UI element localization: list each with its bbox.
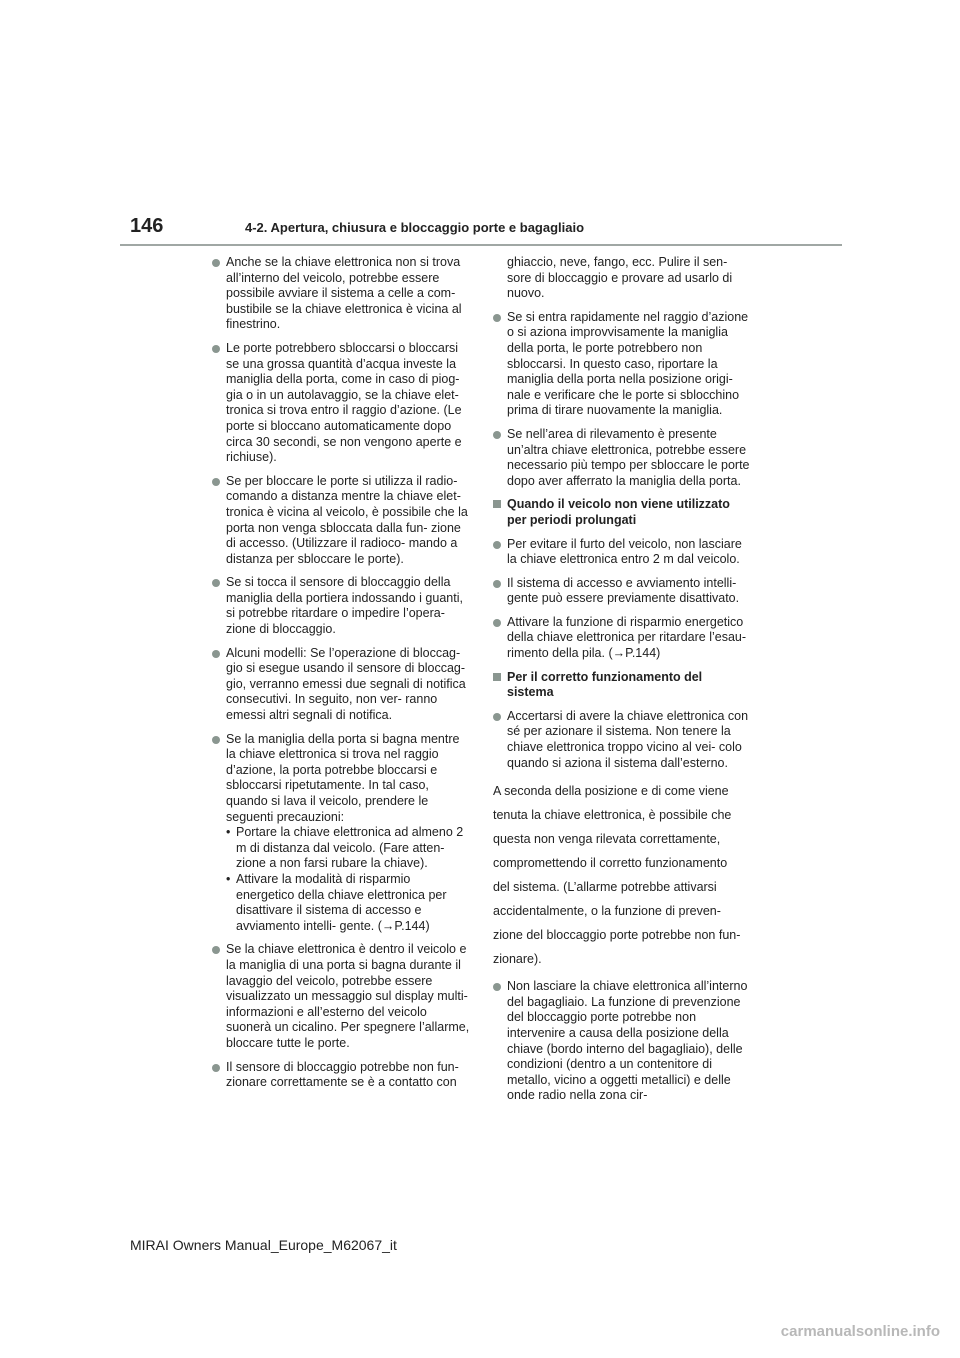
bullet-item [493, 576, 751, 607]
header-divider [120, 244, 842, 246]
paragraph-text: Alcuni modelli: Se l’operazione di bloccag- gio si esegue usando il sensore di bloccag- gio, verranno emessi due segnali di notifica consecutivi. In seguito, non ver- ranno emessi altri segnali di notifica. [226, 645, 466, 723]
sub-item: • Portare la chiave elettronica ad almeno 2 m di distanza dal veicolo. (Fare atten- zione a non farsi rubare la chiave). [226, 825, 470, 872]
bullet-continuation [493, 255, 751, 302]
bullet-item [493, 310, 751, 419]
section-title: 4-2. Apertura, chiusura e bloccaggio porte e bagagliaio [245, 220, 585, 235]
bullet-item [493, 615, 751, 662]
bullet-item [212, 1060, 470, 1091]
paragraph-text: Se la maniglia della porta si bagna mentre la chiave elettronica si trova nel raggio d’azione, la porta potrebbe bloccarsi e sbloccarsi ripetutamente. In tal caso, quando si lava il veicolo, prendere le seguenti precauzioni: [226, 731, 460, 824]
bullet-item [493, 709, 751, 771]
paragraph-text: Se nell’area di rilevamento è presente un’altra chiave elettronica, potrebbe essere necessario più tempo per sbloccare le porte dopo aver afferrato la maniglia della porta. [507, 426, 750, 488]
bullet-item [212, 646, 470, 724]
paragraph-text: Se si entra rapidamente nel raggio d’azione o si aziona improvvisamente la maniglia della porta, le porte potrebbero non sbloccarsi. In questo caso, riportare la maniglia della porta nella posizione origi- nale e verificare che le porte si sblocchino prima di tirare nuovamente la maniglia. [507, 309, 749, 418]
paragraph-text: Il sensore di bloccaggio potrebbe non fun- zionare correttamente se è a contatto con [226, 1059, 459, 1090]
body-line: compromettendo il corretto funzionamento [493, 856, 728, 871]
left-column [212, 255, 470, 1099]
paragraph-text: Se per bloccare le porte si utilizza il radio- comando a distanza mentre la chiave elet- tronica è vicina al veicolo, è possibile che la porta non venga sbloccata dalla fun- zione di accesso. (Utilizzare il radioco- mando a distanza per sbloccare le porte). [226, 473, 468, 566]
watermark: carmanualsonline.info [780, 1323, 940, 1340]
bullet-item [212, 474, 470, 568]
section-heading [493, 670, 751, 701]
paragraph-text: Il sistema di accesso e avviamento intelli- gente può essere previamente disattivato. [507, 575, 740, 606]
paragraph-text: Accertarsi di avere la chiave elettronica con sé per azionare il sistema. Non tenere la chiave elettronica troppo vicino al vei- colo quando si aziona il sistema dall’esterno. [507, 708, 749, 770]
bullet-item [212, 942, 470, 1051]
footer-text: MIRAI Owners Manual_Europe_M62067_it [130, 1237, 397, 1253]
paragraph-text: Le porte potrebbero sbloccarsi o bloccarsi se una grossa quantità d’acqua investe la maniglia della porta, come in caso di piog- gia o in un autolavaggio, se la chiave elet- tronica si trova entro il raggio d’azione. (Le porte si bloccano automaticamente dopo circa 30 secondi, se non vengono aperte e richiuse). [226, 340, 462, 465]
section-heading [493, 497, 751, 528]
paragraph-text: Non lasciare la chiave elettronica all’interno del bagagliaio. La funzione di prevenzione del bloccaggio porte potrebbe non intervenire a causa della posizione della chiave (bordo interno del bagagliaio), delle condizioni (dentro a un contenitore di metallo, vicino a oggetti metallici) e delle onde radio nella zona cir- [507, 979, 748, 1103]
paragraph-text: Attivare la funzione di risparmio energetico della chiave elettronica per ritardare l’esau- rimento della pila. (→P.144) [507, 614, 747, 661]
paragraph-text: Se la chiave elettronica è dentro il veicolo e la maniglia di una porta si bagna durante il lavaggio del veicolo, potrebbe essere visualizzato un messaggio sul display multi-informazioni e all’esterno del veicolo suonerà un cicalino. Per spegnere l’allarme, bloccare tutte le porte. [226, 942, 470, 1050]
page-number: 146 [130, 215, 164, 237]
paragraph-text: Quando il veicolo non viene utilizzato per periodi prolungati [507, 497, 730, 527]
body-line: A seconda della posizione e di come viene [493, 784, 729, 799]
bullet-item [212, 575, 470, 637]
body-line: zione del bloccaggio porte potrebbe non fun- [493, 928, 741, 943]
paragraph-text: Se si tocca il sensore di bloccaggio della maniglia della portiera indossando i guanti, si potrebbe ritardare o impedire l’opera- zione di bloccaggio. [226, 575, 463, 637]
paragraph-text: ghiaccio, neve, fango, ecc. Pulire il sen- sore di bloccaggio e provare ad usarlo di nuovo. [507, 255, 733, 301]
bullet-item [212, 255, 470, 333]
body-paragraph [493, 779, 751, 971]
body-line: accidentalmente, o la funzione di preven- [493, 904, 721, 919]
bullet-item [493, 427, 751, 489]
sub-item: • Attivare la modalità di risparmio energetico della chiave elettronica per disattivare il sistema di accesso e avviamento intelli- gente. (→P.144) [226, 872, 470, 934]
bullet-item [212, 341, 470, 466]
paragraph-text: Per evitare il furto del veicolo, non lasciare la chiave elettronica entro 2 m dal veicolo. [507, 536, 742, 567]
body-line: del sistema. (L’allarme potrebbe attivarsi [493, 880, 717, 895]
paragraph-text: Anche se la chiave elettronica non si trova all’interno del veicolo, potrebbe essere possibile avviare il sistema a celle a com- bustibile se la chiave elettronica è vicina al finestrino. [226, 255, 462, 332]
body-line: tenuta la chiave elettronica, è possibile che [493, 808, 732, 823]
body-line: questa non venga rilevata correttamente, [493, 832, 721, 847]
right-column [493, 255, 751, 1112]
bullet-item [493, 979, 751, 1104]
body-line: zionare). [493, 952, 542, 967]
bullet-item [212, 732, 470, 935]
paragraph-text: Per il corretto funzionamento del sistema [507, 669, 703, 700]
bullet-item [493, 537, 751, 568]
